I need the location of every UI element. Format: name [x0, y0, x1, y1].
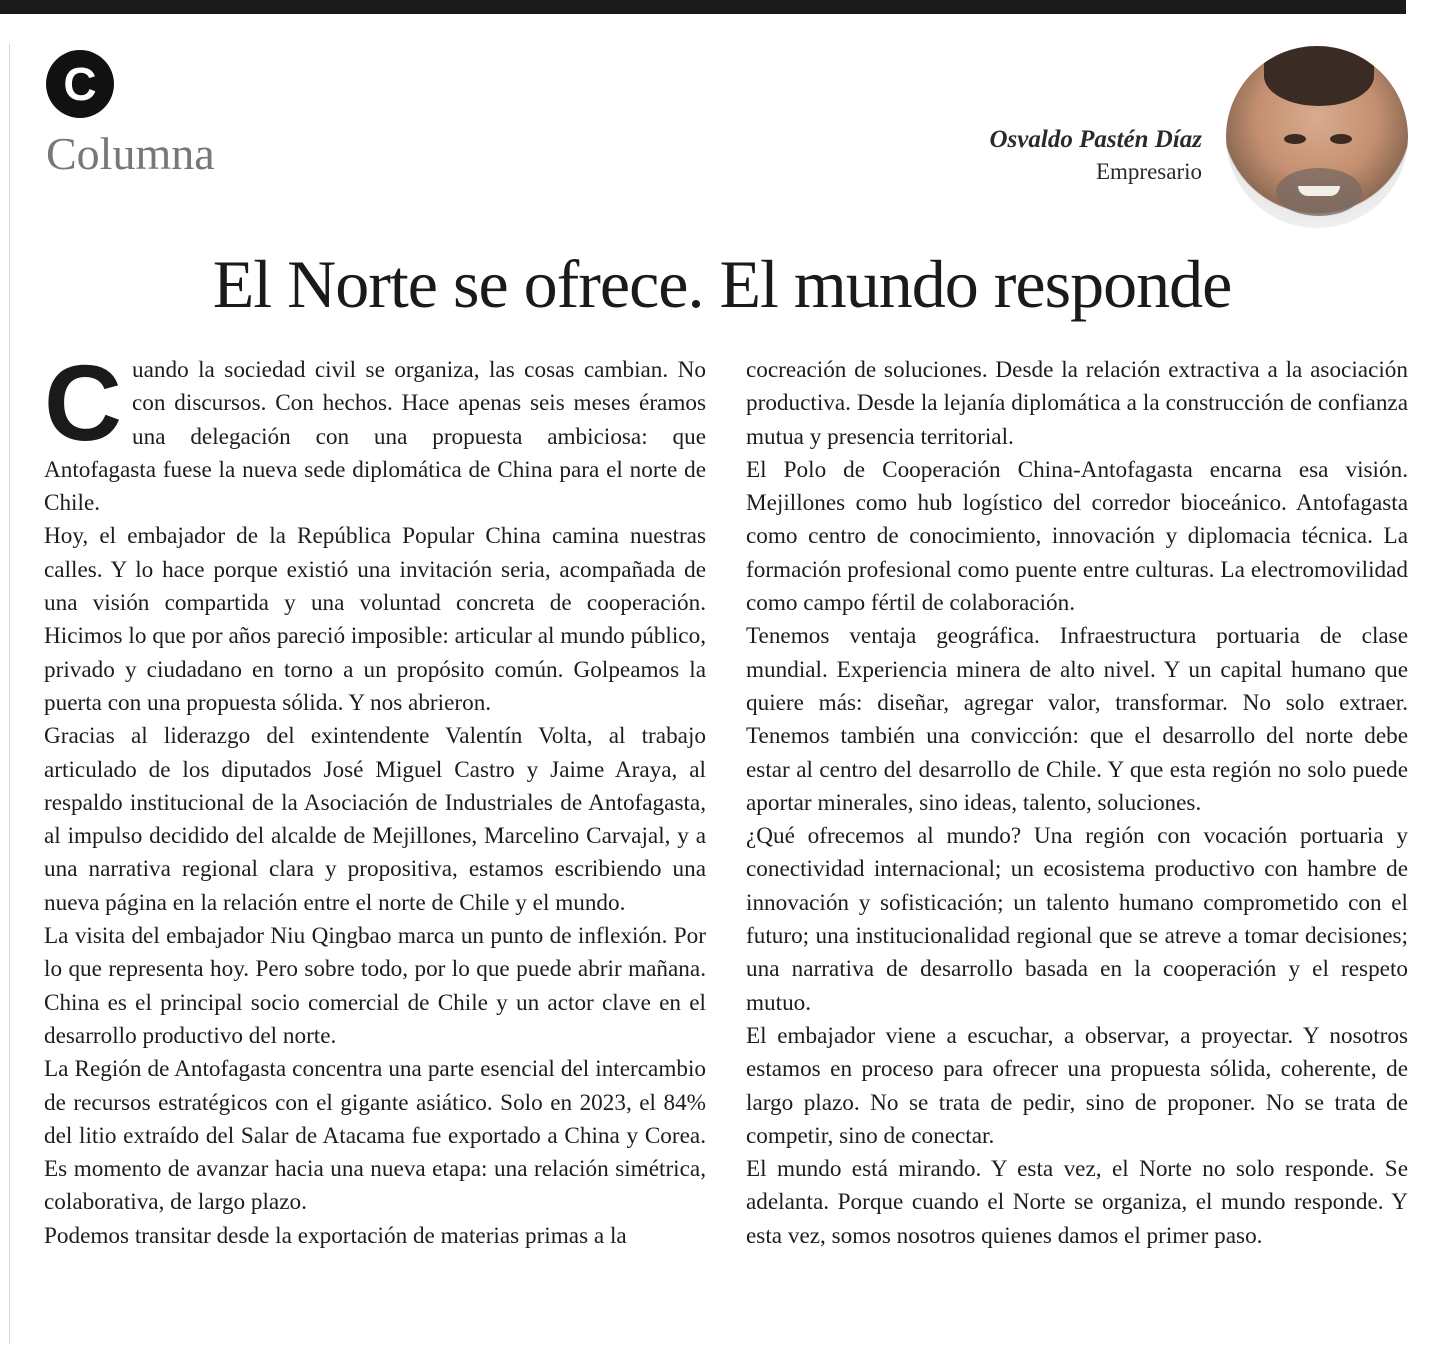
- paragraph-text: uando la sociedad civil se organiza, las cosas cambian. No con discursos. Con hechos. Hace apenas seis meses éramos una delegación con una propuesta ambiciosa: que Antofagasta fuese la nueva sede diplomática de China para el norte de Chile.: [44, 357, 706, 517]
- article-paragraph: La Región de Antofagasta concentra una parte esencial del intercambio de recursos estratégicos con el gigante asiático. Solo en 2023, el 84% del litio extraído del Salar de Atacama fue exportado a China y Corea. Es momento de avanzar hacia una nueva etapa: una relación simétrica, colaborativa, de largo plazo.: [44, 1056, 706, 1216]
- article-column-left: [44, 342, 706, 1253]
- article-paragraph: ¿Qué ofrecemos al mundo? Una región con vocación portuaria y conectividad internacional; un ecosistema productivo con hambre de innovación y sofisticación; un talento humano comprometido con el futuro; una institucionalidad regional que se atreve a tomar decisiones; una narrativa de desarrollo basada en la cooperación y el respeto mutuo.: [746, 823, 1408, 1016]
- article-paragraph: Hoy, el embajador de la República Popular China camina nuestras calles. Y lo hace porque existió una invitación seria, acompañada de una visión compartida y una voluntad concreta de cooperación. Hicimos lo que por años pareció imposible: articular al mundo público, privado y ciudadano en torno a un propósito común. Golpeamos la puerta con una propuesta sólida. Y nos abrieron.: [44, 523, 706, 716]
- article-paragraph: Tenemos ventaja geográfica. Infraestructura portuaria de clase mundial. Experiencia minera de alto nivel. Y un capital humano que quiere más: diseñar, agregar valor, transformar. No solo extraer. Tenemos también una convicción: que el desarrollo del norte debe estar al centro del desarrollo de Chile. Y que esta región no solo puede aportar minerales, sino ideas, talento, soluciones.: [746, 623, 1408, 816]
- headline: El Norte se ofrece. El mundo responde: [212, 246, 1232, 322]
- author-role: Empresario: [1095, 159, 1202, 184]
- photo-hair: [1264, 46, 1374, 106]
- section-badge: C: [46, 50, 114, 118]
- article-paragraph: cocreación de soluciones. Desde la relación extractiva a la asociación productiva. Desde la lejanía diplomática a la construcción de confianza mutua y presencia territorial.: [746, 357, 1408, 450]
- author-block: [990, 124, 1203, 188]
- article-paragraph: [44, 342, 706, 520]
- photo-eye-left: [1284, 134, 1306, 144]
- top-bar: [0, 0, 1406, 14]
- left-rule: [9, 44, 10, 1344]
- article-paragraph: El embajador viene a escuchar, a observar, a proyectar. Y nosotros estamos en proceso para ofrecer una propuesta sólida, coherente, de largo plazo. No se trata de pedir, sino de proponer. No se trata de competir, sino de conectar.: [746, 1022, 1408, 1149]
- article-paragraph: Gracias al liderazgo del exintendente Valentín Volta, al trabajo articulado de los diputados José Miguel Castro y Jaime Araya, al respaldo institucional de la Asociación de Industriales de Antofagasta, al impulso decidido del alcalde de Mejillones, Marcelino Carvajal, y a una narrativa regional clara y propositiva, estamos escribiendo una nueva página en la relación entre el norte de Chile y el mundo.: [44, 723, 706, 916]
- section-label: Columna: [46, 128, 215, 179]
- drop-cap: C: [44, 342, 122, 463]
- article-paragraph: El Polo de Cooperación China-Antofagasta encarna esa visión. Mejillones como hub logístico del corredor bioceánico. Antofagasta como centro de conocimiento, innovación y diplomacia técnica. La formación profesional como puente entre culturas. La electromovilidad como campo fértil de colaboración.: [746, 456, 1408, 617]
- article-paragraph: Podemos transitar desde la exportación de materias primas a la: [44, 1222, 627, 1249]
- author-name: Osvaldo Pastén Díaz: [989, 126, 1202, 153]
- article-column-right: [746, 354, 1408, 1253]
- article-paragraph: La visita del embajador Niu Qingbao marca un punto de inflexión. Por lo que representa hoy. Pero sobre todo, por lo que puede abrir mañana. China es el principal socio comercial de Chile y un actor clave en el desarrollo productivo del norte.: [44, 923, 706, 1049]
- author-photo: [1226, 46, 1408, 228]
- photo-mouth: [1298, 186, 1340, 196]
- photo-eye-right: [1330, 134, 1352, 144]
- article-paragraph: El mundo está mirando. Y esta vez, el Norte no solo responde. Se adelanta. Porque cuando el Norte se organiza, el mundo responde. Y esta vez, somos nosotros quienes damos el primer paso.: [746, 1156, 1408, 1249]
